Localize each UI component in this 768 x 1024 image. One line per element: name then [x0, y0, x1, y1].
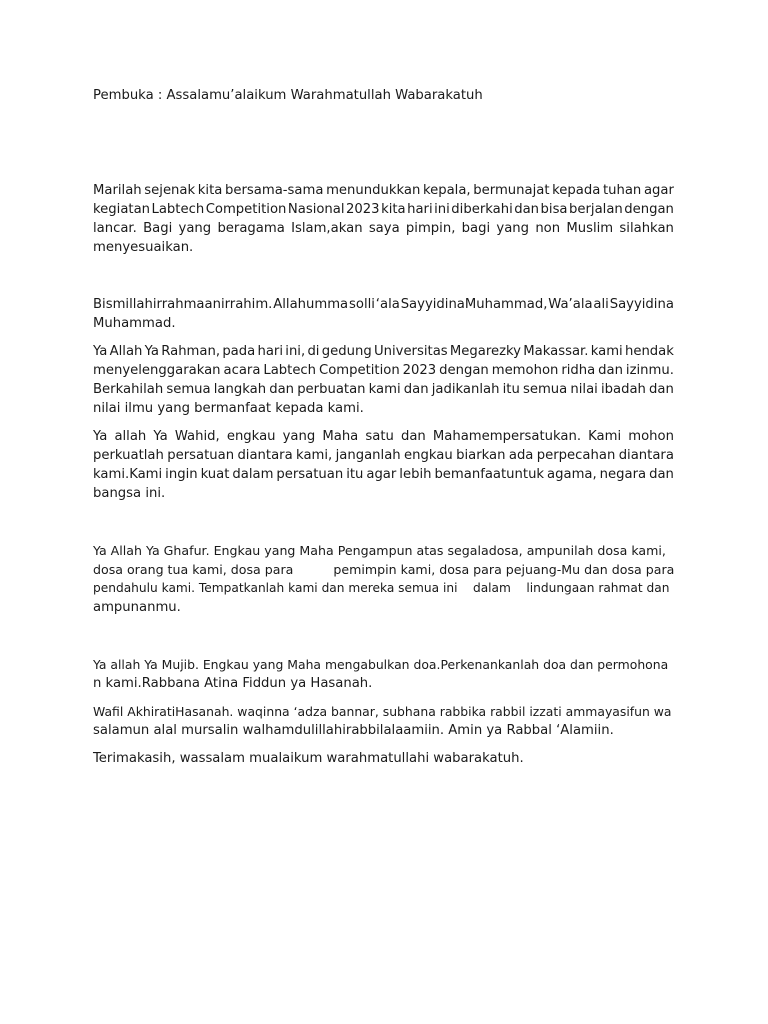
text-line: menyesuaikan.: [93, 240, 194, 255]
paragraph-ya-wahid: [93, 427, 674, 503]
text-line: nilai ilmu yang bermanfaat kepada kami.: [93, 401, 364, 416]
text-line: n kami.Rabbana Atina Fiddun ya Hasanah.: [93, 676, 373, 691]
paragraph-closing-prayer: [93, 702, 674, 740]
text-line: Ya Allah Ya Ghafur. Engkau yang Maha Pengampun atas segaladosa, ampunilah dosa kami,: [93, 543, 666, 558]
text-line: Bismillahirrahmaanirrahim. Allahumma solli ‘ala SayyidinaMuhammad, Wa’ala ali Sayyidina: [93, 297, 674, 312]
text-line: kegiatan Labtech Competition Nasional 2023 kita hari ini diberkahi dan bisa berjalan dengan: [93, 202, 674, 217]
text-line: lancar. Bagi yang beragama Islam,akan saya pimpin, bagi yang non Muslim silahkan: [93, 221, 674, 236]
paragraph-ya-rahman: [93, 342, 674, 418]
text-line: dosa orang tua kami, dosa para pemimpin kami, dosa para pejuang-Mu dan dosa para: [93, 562, 675, 577]
text-line: salamun alal mursalin walhamdulillahirabbilalaamiin. Amin ya Rabbal ‘Alamiin.: [93, 723, 614, 738]
text-line: ampunanmu.: [93, 600, 181, 615]
text-line: menyelenggarakan acara Labtech Competition 2023 dengan memohon ridha dan izinmu.: [93, 363, 674, 378]
text-line: Berkahilah semua langkah dan perbuatan kami dan jadikanlah itu semua nilai ibadah dan: [93, 382, 674, 397]
paragraph-ya-ghafur: [93, 541, 674, 617]
paragraph-farewell: [93, 749, 674, 768]
document-body: [93, 86, 674, 768]
text-line: Terimakasih, wassalam mualaikum warahmatullahi wabarakatuh.: [93, 751, 524, 766]
text-line: Ya allah Ya Wahid, engkau yang Maha satu dan Mahamempersatukan. Kami mohon: [93, 429, 674, 444]
text-line: bangsa ini.: [93, 486, 166, 501]
text-line: Ya Allah Ya Rahman, pada hari ini, di gedung Universitas Megarezky Makassar. kami hendak: [93, 344, 674, 359]
opening-line: Pembuka : Assalamu’alaikum Warahmatullah Wabarakatuh: [93, 88, 483, 103]
text-line: Muhammad.: [93, 316, 176, 331]
text-line: Ya allah Ya Mujib. Engkau yang Maha mengabulkan doa.Perkenankanlah doa dan permohona: [93, 657, 669, 672]
text-line: kami.Kami ingin kuat dalam persatuan itu agar lebih bemanfaatuntuk agama, negara dan: [93, 467, 674, 482]
text-line: Marilah sejenak kita bersama-sama menundukkan kepala, bermunajat kepada tuhan agar: [93, 183, 674, 198]
paragraph-invitation: [93, 181, 674, 257]
paragraph-bismillah: [93, 295, 674, 333]
text-line: pendahulu kami. Tempatkanlah kami dan mereka semua ini dalam lindungaan rahmat dan: [93, 581, 670, 595]
text-line: Wafil AkhiratiHasanah. waqinna ‘adza bannar, subhana rabbika rabbil izzati ammayasifun wa: [93, 704, 672, 719]
text-line: perkuatlah persatuan diantara kami, janganlah engkau biarkan ada perpecahan diantara: [93, 448, 674, 463]
paragraph-ya-mujib: [93, 655, 674, 693]
